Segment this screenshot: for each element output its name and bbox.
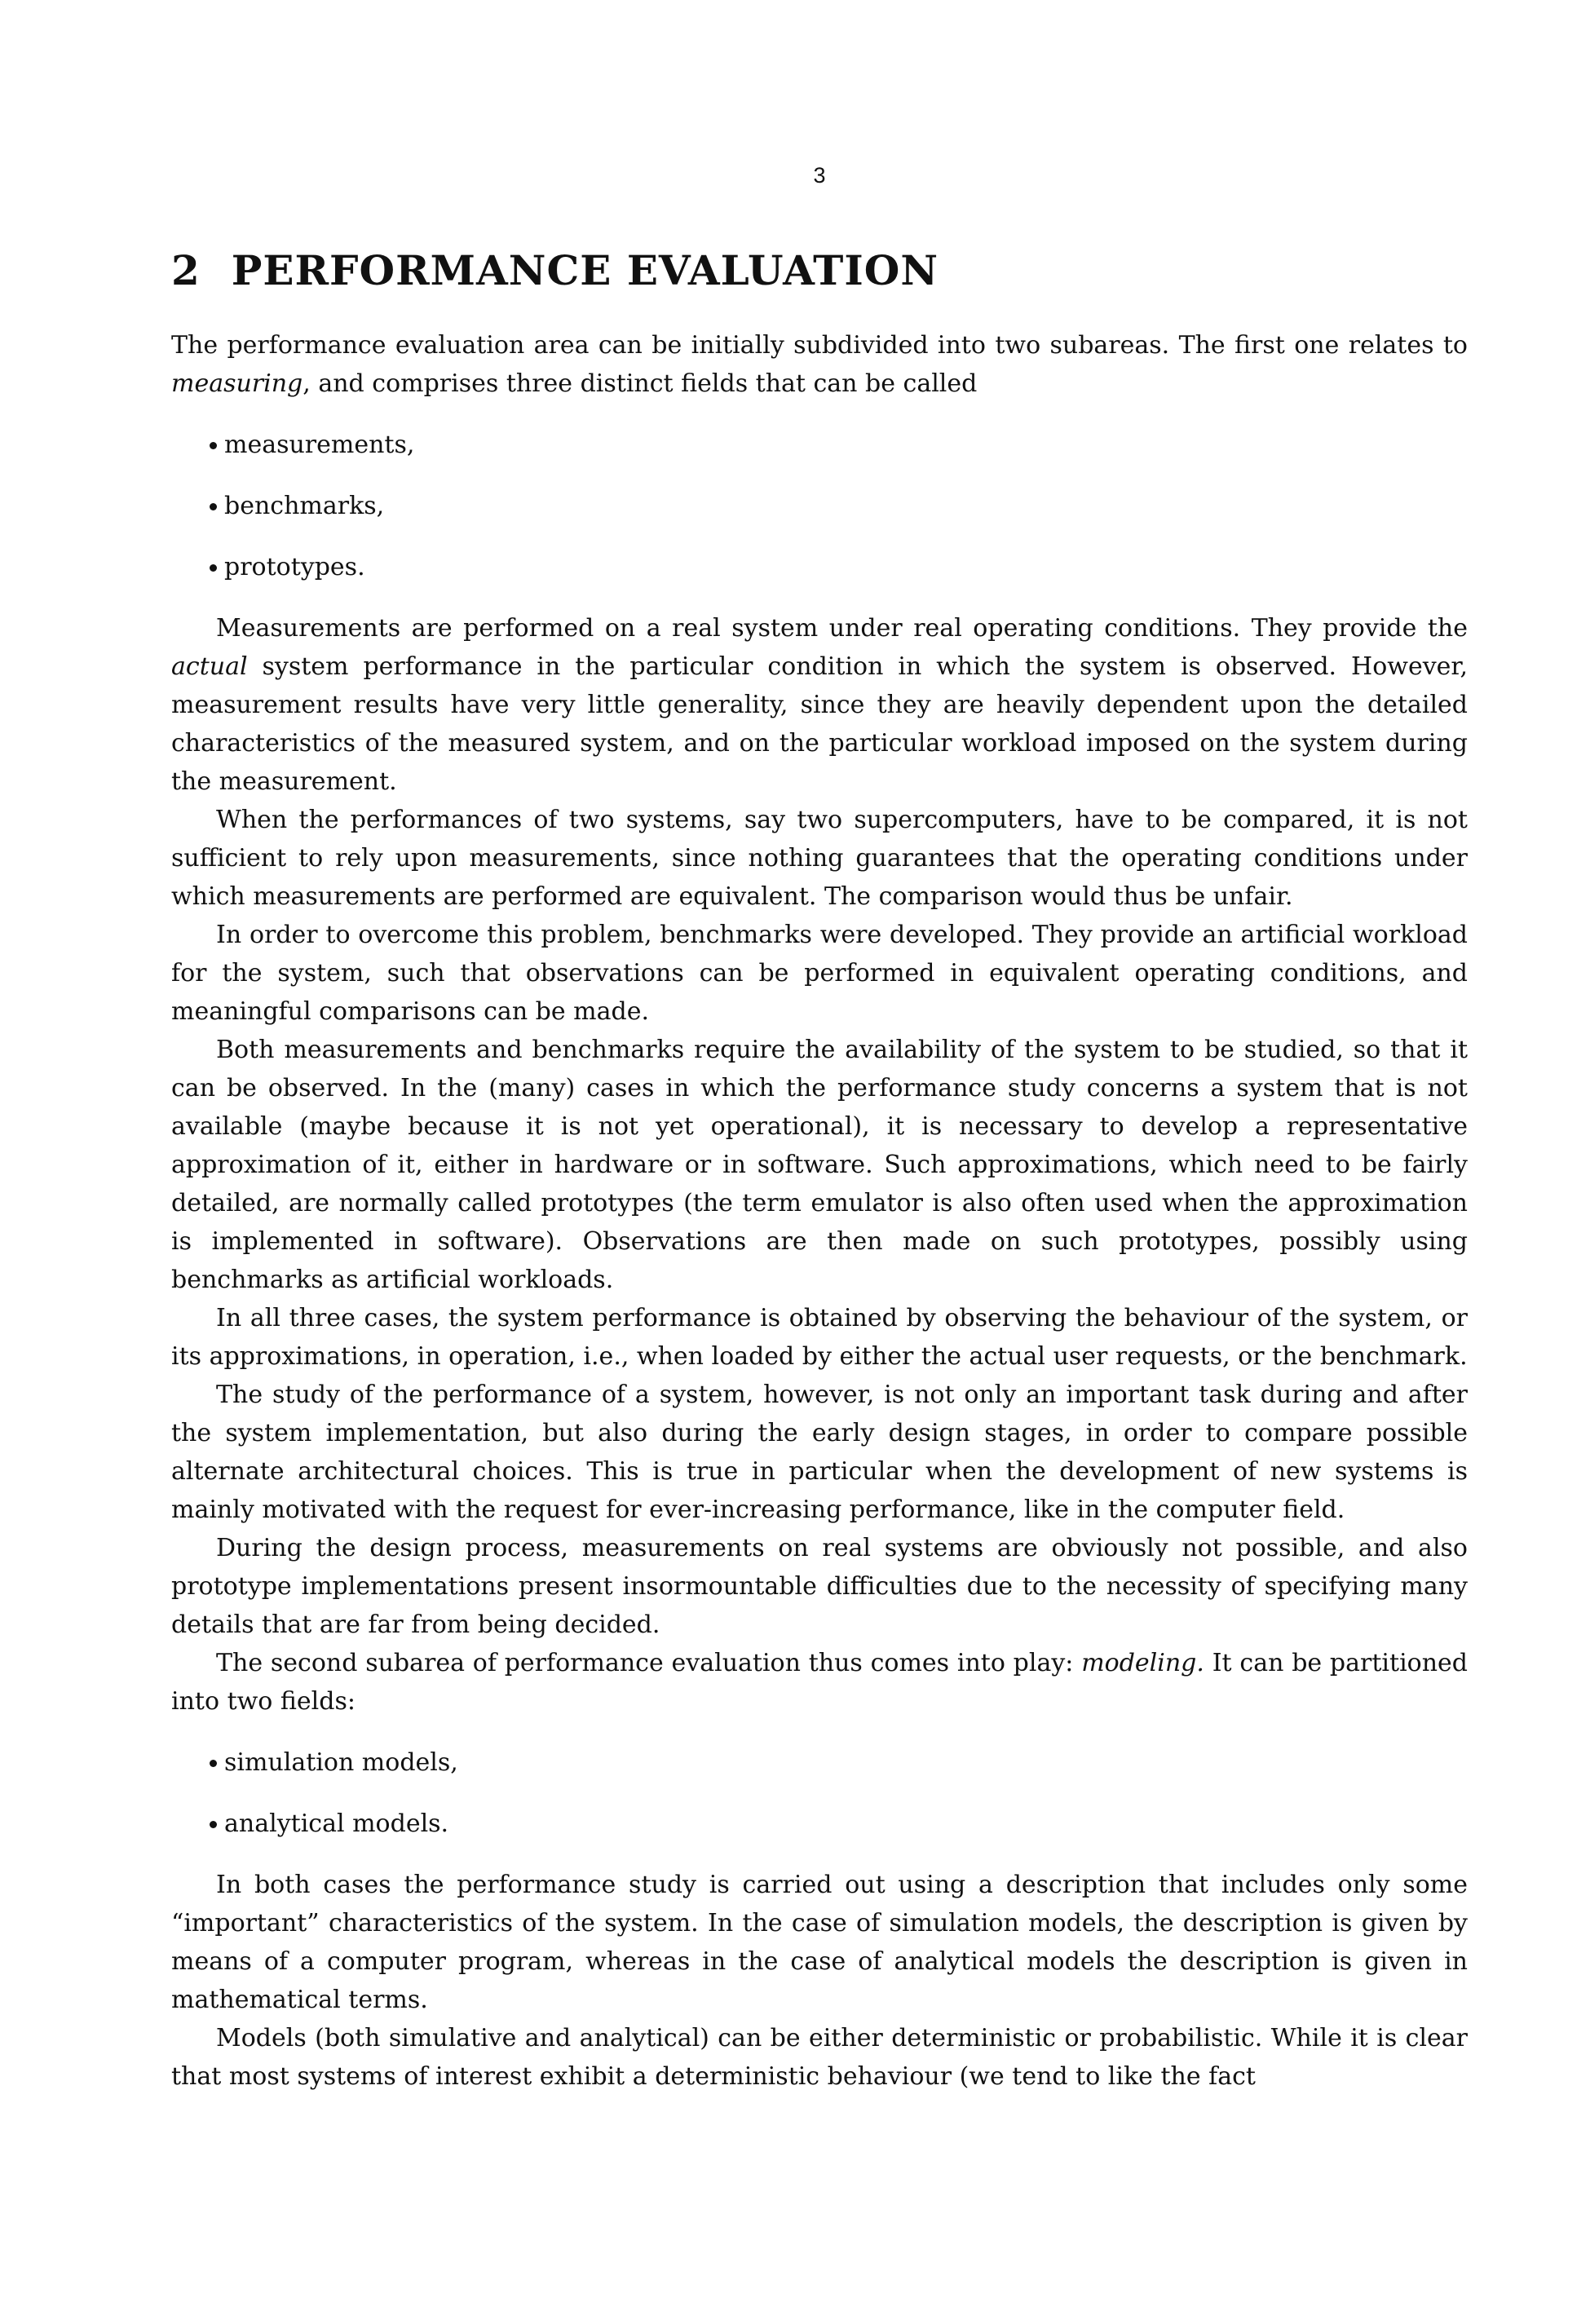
paragraph-design-stages: The study of the performance of a system, however, is not only an important task during and after the system implementation, but also during the early design stages, in order to compare possible alternate architectural choices. This is true in particular when the development of new systems is mainly motivated with the request for ever-increasing performance, like in the computer field. [171, 1381, 1468, 1524]
page-number: 3 [813, 163, 826, 188]
emphasis-modeling: modeling. [1081, 1649, 1204, 1677]
paragraph-measurements: Measurements are performed on a real system under real operating conditions. They provide the actual system performance in the particular condition in which the system is observed. However, measurement results have very little generality, since they are heavily dependent upon the detailed characteristics of the measured system, and on the particular workload imposed on the system during the measurement. [171, 614, 1468, 796]
paragraph-models-description: In both cases the performance study is carried out using a description that includes only some “important” characteristics of the system. In the case of simulation models, the description is given by means of a computer program, whereas in the case of analytical models the description is given in mathematical terms. [171, 1871, 1468, 2014]
intro-paragraph: The performance evaluation area can be initially subdivided into two subareas. The first one relates to measuring, and comprises three distinct fields that can be called [171, 331, 1468, 398]
body-text [171, 326, 1468, 2096]
bullet-icon [210, 503, 217, 510]
emphasis-actual: actual [171, 652, 248, 681]
bullet-icon [210, 1821, 217, 1828]
paragraph-deterministic: Models (both simulative and analytical) can be either deterministic or probabilistic. While it is clear that most systems of interest exhibit a deterministic behaviour (we tend to like the fact [171, 2024, 1468, 2091]
paragraph-prototypes: Both measurements and benchmarks require the availability of the system to be studied, so that it can be observed. In the (many) cases in which the performance study concerns a system that is not available (maybe because it is not yet operational), it is necessary to develop a representative approximation of it, either in hardware or in software. Such approximations, which need to be fairly detailed, are normally called prototypes (the term emulator is also often used when the approximation is implemented in software). Observations are then made on such prototypes, possibly using benchmarks as artificial workloads. [171, 1036, 1468, 1294]
list-item: analytical models. [171, 1805, 1468, 1843]
paragraph-modeling: The second subarea of performance evaluation thus comes into play: modeling. It can be partitioned into two fields: [171, 1649, 1469, 1716]
paragraph-design-process: During the design process, measurements on real systems are obviously not possible, and also prototype implementations present insormountable difficulties due to the necessity of specifying many details that are far from being decided. [171, 1534, 1468, 1639]
list-item: measurements, [171, 426, 1468, 464]
modeling-fields-list [171, 1743, 1468, 1843]
paragraph-benchmarks: In order to overcome this problem, benchmarks were developed. They provide an artificial workload for the system, such that observations can be performed in equivalent operating conditions, and meaningful comparisons can be made. [171, 921, 1468, 1026]
bullet-icon [210, 564, 217, 572]
list-item: prototypes. [171, 548, 1468, 586]
paragraph-comparison: When the performances of two systems, say two supercomputers, have to be compared, it is not sufficient to rely upon measurements, since nothing guarantees that the operating conditions under which measurements are performed are equivalent. The comparison would thus be unfair. [171, 806, 1468, 911]
bullet-icon [210, 442, 217, 449]
measuring-fields-list [171, 426, 1468, 586]
section-heading [171, 246, 939, 294]
list-item: simulation models, [171, 1743, 1468, 1782]
section-number: 2 [171, 246, 201, 294]
emphasis-measuring: measuring [171, 369, 303, 398]
section-title: PERFORMANCE EVALUATION [231, 246, 939, 294]
paragraph-observation: In all three cases, the system performance is obtained by observing the behaviour of the system, or its approximations, in operation, i.e., when loaded by either the actual user requests, or the benchmark. [171, 1304, 1468, 1371]
bullet-icon [210, 1760, 217, 1767]
list-item: benchmarks, [171, 487, 1468, 525]
